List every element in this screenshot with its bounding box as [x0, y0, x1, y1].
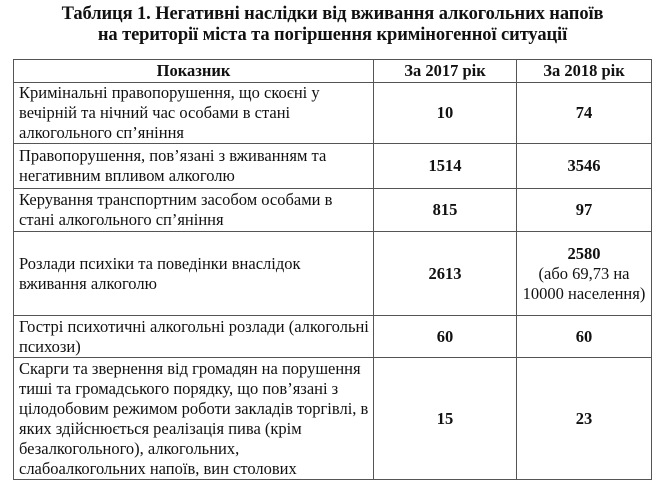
- indicator-cell: Гострі психотичні алкогольні розлади (алкогольні психози): [14, 316, 374, 358]
- value-2018-note: (або 69,73 на 10000 населення): [522, 263, 646, 303]
- value-2017-cell: 15: [374, 358, 517, 480]
- table-row: [14, 316, 652, 358]
- table-row: [14, 189, 652, 232]
- data-table: [13, 59, 652, 480]
- value-2018-number: 2580: [567, 243, 601, 263]
- table-row: [14, 358, 652, 480]
- value-2017-cell: 815: [374, 189, 517, 232]
- table-row: [14, 83, 652, 144]
- table-caption-line-1: Таблиця 1. Негативні наслідки від вживання алкогольних напоїв: [61, 4, 604, 24]
- value-2018-cell: 23: [517, 358, 652, 480]
- indicator-cell: Кримінальні правопорушення, що скоєні у вечірній та нічний час особами в стані алкогольного сп’яніння: [14, 83, 374, 144]
- indicator-cell: Керування транспортним засобом особами в стані алкогольного сп’яніння: [14, 189, 374, 232]
- column-header-2018: За 2018 рік: [517, 60, 652, 83]
- table-row: [14, 144, 652, 189]
- column-header-indicator: Показник: [14, 60, 374, 83]
- value-2017-cell: 60: [374, 316, 517, 358]
- table-caption-line-2: на території міста та погіршення криміногенної ситуації: [97, 25, 568, 45]
- value-2018-cell: 97: [517, 189, 652, 232]
- value-2018-cell: 74: [517, 83, 652, 144]
- indicator-cell: Правопорушення, пов’язані з вживанням та негативним впливом алкоголю: [14, 144, 374, 189]
- value-2017-cell: 10: [374, 83, 517, 144]
- table-row: [14, 232, 652, 316]
- value-2018-cell: 60: [517, 316, 652, 358]
- column-header-2017: За 2017 рік: [374, 60, 517, 83]
- value-2017-cell: 1514: [374, 144, 517, 189]
- table-caption: [0, 4, 665, 46]
- indicator-cell: Розлади психіки та поведінки внаслідок вживання алкоголю: [14, 232, 374, 316]
- value-2018-cell: 3546: [517, 144, 652, 189]
- value-2018-cell: [517, 232, 652, 316]
- value-2017-cell: 2613: [374, 232, 517, 316]
- table-header-row: [14, 60, 652, 83]
- indicator-cell: Скарги та звернення від громадян на порушення тиші та громадського порядку, що пов’язані з цілодобовим режимом роботи закладів торгівлі, в яких здійснюється реалізація пива (крім безалкогольного), алкогольних, слабоалкогольних напоїв, вин столових: [14, 358, 374, 480]
